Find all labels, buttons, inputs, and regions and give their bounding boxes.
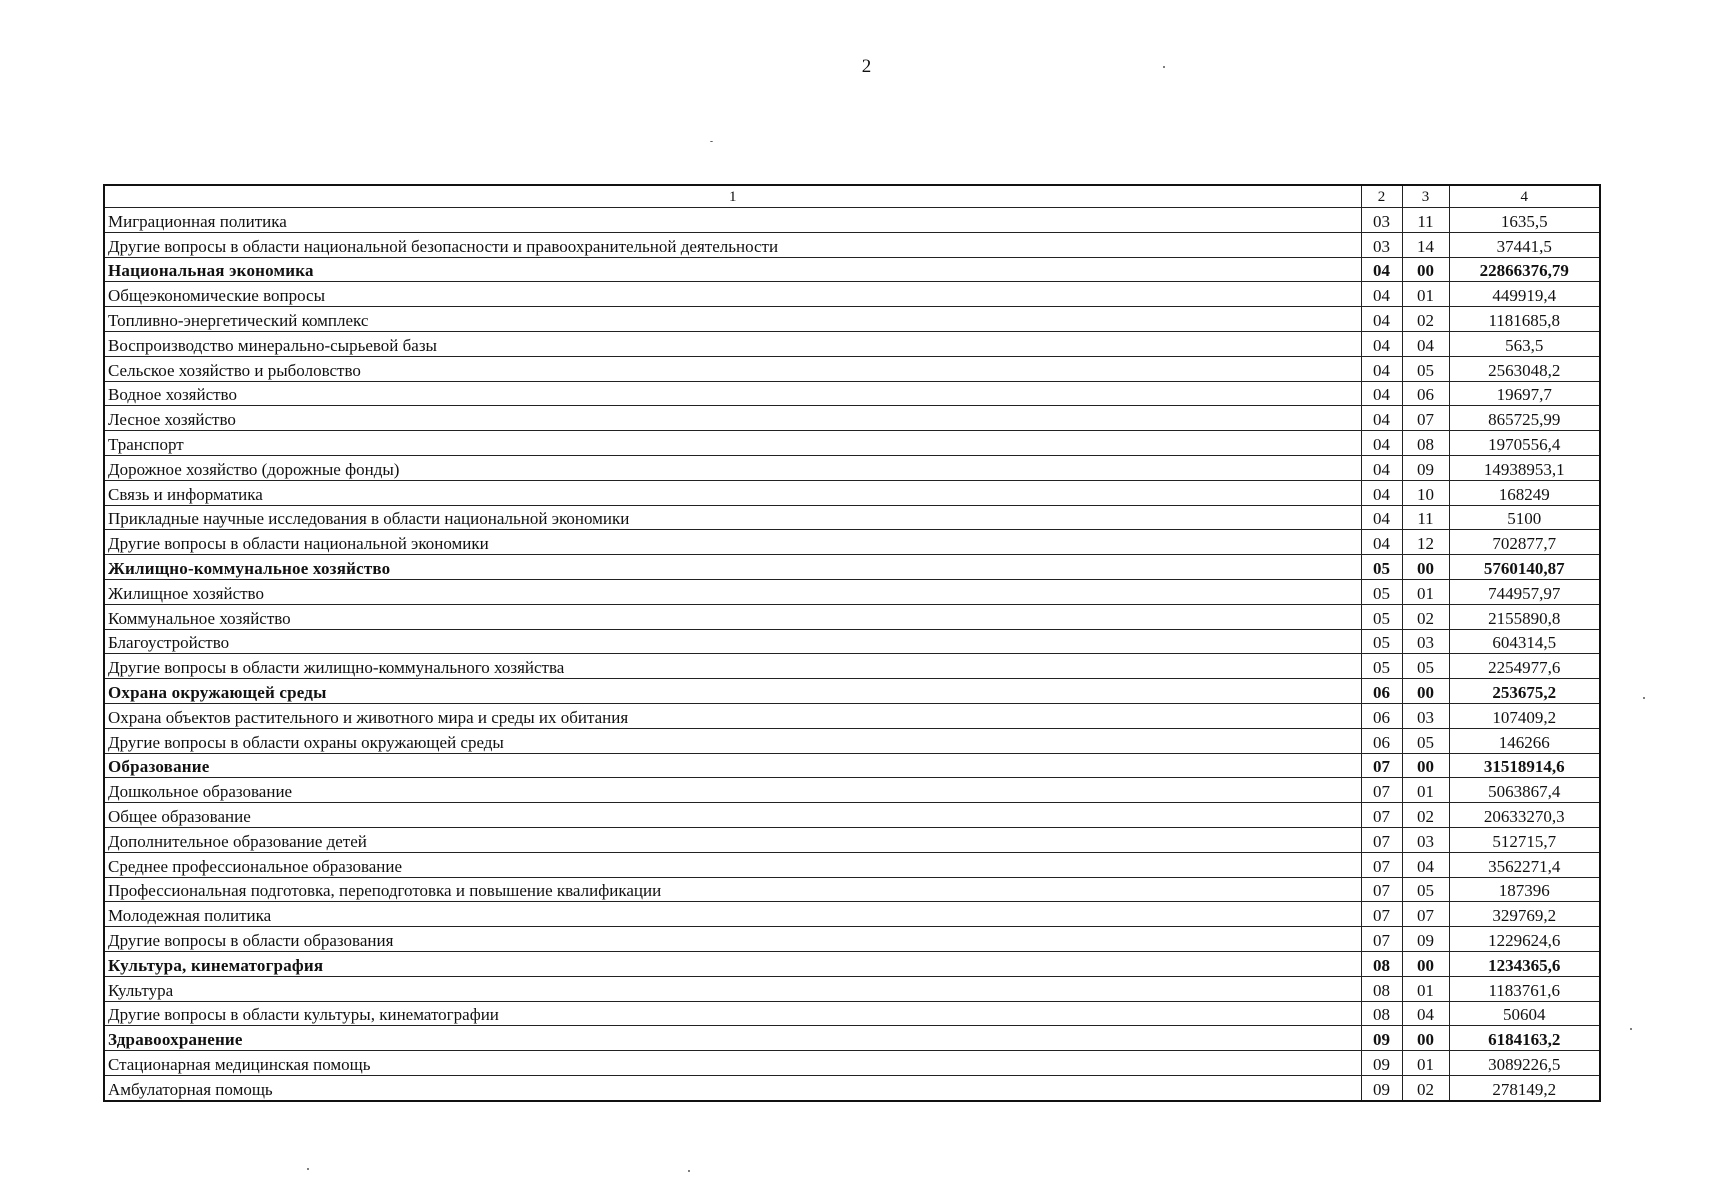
row-name-cell: Здравоохранение [104,1026,1361,1051]
row-section-cell: 07 [1361,778,1402,803]
row-amount-cell: 865725,99 [1449,406,1600,431]
row-subsection-cell: 04 [1402,331,1449,356]
row-section-cell: 04 [1361,257,1402,282]
budget-table [103,184,1601,1102]
table-row [104,455,1600,480]
row-subsection-cell: 02 [1402,803,1449,828]
row-section-cell: 03 [1361,232,1402,257]
table-row [104,1075,1600,1100]
row-amount-cell: 744957,97 [1449,579,1600,604]
row-amount-cell: 2563048,2 [1449,356,1600,381]
row-name-cell: Транспорт [104,431,1361,456]
header-cell-subsection: 3 [1402,185,1449,208]
row-name-cell: Дополнительное образование детей [104,827,1361,852]
row-amount-cell: 1181685,8 [1449,307,1600,332]
row-name-cell: Воспроизводство минерально-сырьевой базы [104,331,1361,356]
row-subsection-cell: 12 [1402,530,1449,555]
header-cell-name: 1 [104,185,1361,208]
row-subsection-cell: 14 [1402,232,1449,257]
row-amount-cell: 329769,2 [1449,902,1600,927]
row-section-cell: 05 [1361,629,1402,654]
scan-speck [1630,1028,1632,1030]
row-subsection-cell: 11 [1402,208,1449,233]
row-name-cell: Профессиональная подготовка, переподготовка и повышение квалификации [104,877,1361,902]
row-subsection-cell: 02 [1402,604,1449,629]
row-subsection-cell: 02 [1402,307,1449,332]
row-subsection-cell: 01 [1402,282,1449,307]
row-subsection-cell: 08 [1402,431,1449,456]
row-name-cell: Общеэкономические вопросы [104,282,1361,307]
row-name-cell: Стационарная медицинская помощь [104,1051,1361,1076]
row-section-cell: 07 [1361,877,1402,902]
row-subsection-cell: 05 [1402,356,1449,381]
row-section-cell: 08 [1361,951,1402,976]
row-name-cell: Благоустройство [104,629,1361,654]
table-row [104,728,1600,753]
row-section-cell: 05 [1361,604,1402,629]
row-name-cell: Водное хозяйство [104,381,1361,406]
row-amount-cell: 5100 [1449,505,1600,530]
row-amount-cell: 1635,5 [1449,208,1600,233]
table-row [104,555,1600,580]
scan-speck [710,141,713,142]
row-amount-cell: 107409,2 [1449,703,1600,728]
row-subsection-cell: 07 [1402,902,1449,927]
table-row [104,877,1600,902]
scan-speck [688,1170,690,1172]
row-section-cell: 04 [1361,406,1402,431]
row-section-cell: 08 [1361,976,1402,1001]
row-name-cell: Национальная экономика [104,257,1361,282]
row-section-cell: 05 [1361,555,1402,580]
row-amount-cell: 3089226,5 [1449,1051,1600,1076]
table-row [104,753,1600,778]
row-name-cell: Другие вопросы в области охраны окружающей среды [104,728,1361,753]
table-row [104,803,1600,828]
row-amount-cell: 1229624,6 [1449,927,1600,952]
table-row [104,629,1600,654]
row-subsection-cell: 02 [1402,1075,1449,1100]
row-section-cell: 03 [1361,208,1402,233]
table-row [104,951,1600,976]
row-subsection-cell: 00 [1402,257,1449,282]
table-row [104,208,1600,233]
row-name-cell: Коммунальное хозяйство [104,604,1361,629]
row-subsection-cell: 11 [1402,505,1449,530]
row-section-cell: 09 [1361,1026,1402,1051]
row-amount-cell: 253675,2 [1449,679,1600,704]
row-section-cell: 07 [1361,803,1402,828]
row-name-cell: Жилищное хозяйство [104,579,1361,604]
row-section-cell: 04 [1361,530,1402,555]
row-name-cell: Образование [104,753,1361,778]
row-section-cell: 04 [1361,480,1402,505]
row-name-cell: Связь и информатика [104,480,1361,505]
row-name-cell: Молодежная политика [104,902,1361,927]
row-name-cell: Общее образование [104,803,1361,828]
row-amount-cell: 604314,5 [1449,629,1600,654]
row-amount-cell: 563,5 [1449,331,1600,356]
table-row [104,902,1600,927]
row-name-cell: Дорожное хозяйство (дорожные фонды) [104,455,1361,480]
table-row [104,257,1600,282]
table-row [104,1051,1600,1076]
table-row [104,852,1600,877]
row-section-cell: 08 [1361,1001,1402,1026]
row-amount-cell: 19697,7 [1449,381,1600,406]
row-amount-cell: 187396 [1449,877,1600,902]
row-amount-cell: 168249 [1449,480,1600,505]
table-row [104,530,1600,555]
row-section-cell: 06 [1361,703,1402,728]
row-subsection-cell: 05 [1402,654,1449,679]
scan-speck [1163,66,1165,68]
row-amount-cell: 50604 [1449,1001,1600,1026]
row-name-cell: Сельское хозяйство и рыболовство [104,356,1361,381]
table-row [104,679,1600,704]
row-name-cell: Среднее профессиональное образование [104,852,1361,877]
row-section-cell: 04 [1361,282,1402,307]
row-amount-cell: 14938953,1 [1449,455,1600,480]
row-subsection-cell: 03 [1402,827,1449,852]
table-row [104,431,1600,456]
row-amount-cell: 1183761,6 [1449,976,1600,1001]
table-row [104,356,1600,381]
row-amount-cell: 2254977,6 [1449,654,1600,679]
row-section-cell: 07 [1361,852,1402,877]
table-body [104,185,1600,1101]
table-row [104,1026,1600,1051]
row-amount-cell: 3562271,4 [1449,852,1600,877]
row-amount-cell: 2155890,8 [1449,604,1600,629]
row-subsection-cell: 03 [1402,703,1449,728]
row-name-cell: Топливно-энергетический комплекс [104,307,1361,332]
row-subsection-cell: 04 [1402,1001,1449,1026]
row-section-cell: 09 [1361,1075,1402,1100]
row-name-cell: Жилищно-коммунальное хозяйство [104,555,1361,580]
row-subsection-cell: 00 [1402,1026,1449,1051]
row-subsection-cell: 07 [1402,406,1449,431]
table-row [104,976,1600,1001]
row-name-cell: Охрана окружающей среды [104,679,1361,704]
table-row [104,778,1600,803]
row-amount-cell: 6184163,2 [1449,1026,1600,1051]
row-subsection-cell: 01 [1402,778,1449,803]
row-subsection-cell: 09 [1402,927,1449,952]
row-subsection-cell: 00 [1402,951,1449,976]
row-amount-cell: 5760140,87 [1449,555,1600,580]
row-section-cell: 07 [1361,827,1402,852]
row-section-cell: 04 [1361,307,1402,332]
row-section-cell: 04 [1361,331,1402,356]
page-number: 2 [861,56,872,77]
scan-speck [1643,697,1645,699]
table-row [104,927,1600,952]
table-row [104,505,1600,530]
row-name-cell: Другие вопросы в области образования [104,927,1361,952]
row-amount-cell: 146266 [1449,728,1600,753]
row-subsection-cell: 03 [1402,629,1449,654]
table-row [104,1001,1600,1026]
row-section-cell: 05 [1361,654,1402,679]
row-section-cell: 07 [1361,753,1402,778]
row-amount-cell: 37441,5 [1449,232,1600,257]
row-subsection-cell: 06 [1402,381,1449,406]
row-subsection-cell: 00 [1402,555,1449,580]
row-subsection-cell: 01 [1402,579,1449,604]
row-section-cell: 06 [1361,728,1402,753]
table-row [104,331,1600,356]
table-row [104,480,1600,505]
table-row [104,282,1600,307]
row-section-cell: 06 [1361,679,1402,704]
row-name-cell: Культура [104,976,1361,1001]
row-subsection-cell: 05 [1402,877,1449,902]
row-amount-cell: 22866376,79 [1449,257,1600,282]
row-name-cell: Охрана объектов растительного и животного мира и среды их обитания [104,703,1361,728]
row-section-cell: 04 [1361,381,1402,406]
row-name-cell: Культура, кинематография [104,951,1361,976]
row-amount-cell: 5063867,4 [1449,778,1600,803]
table-row [104,232,1600,257]
row-section-cell: 04 [1361,356,1402,381]
row-subsection-cell: 10 [1402,480,1449,505]
row-subsection-cell: 04 [1402,852,1449,877]
row-name-cell: Дошкольное образование [104,778,1361,803]
header-cell-section: 2 [1361,185,1402,208]
header-cell-amount: 4 [1449,185,1600,208]
row-section-cell: 04 [1361,455,1402,480]
row-section-cell: 04 [1361,505,1402,530]
table-header-row [104,185,1600,208]
row-amount-cell: 1970556,4 [1449,431,1600,456]
row-amount-cell: 20633270,3 [1449,803,1600,828]
row-name-cell: Прикладные научные исследования в области национальной экономики [104,505,1361,530]
row-section-cell: 05 [1361,579,1402,604]
row-amount-cell: 278149,2 [1449,1075,1600,1100]
table-row [104,381,1600,406]
row-subsection-cell: 01 [1402,1051,1449,1076]
row-amount-cell: 1234365,6 [1449,951,1600,976]
row-name-cell: Другие вопросы в области национальной экономики [104,530,1361,555]
table-row [104,827,1600,852]
table-row [104,703,1600,728]
row-name-cell: Другие вопросы в области жилищно-коммунального хозяйства [104,654,1361,679]
row-amount-cell: 702877,7 [1449,530,1600,555]
row-subsection-cell: 05 [1402,728,1449,753]
row-section-cell: 07 [1361,927,1402,952]
row-name-cell: Другие вопросы в области национальной безопасности и правоохранительной деятельности [104,232,1361,257]
scan-speck [307,1168,309,1170]
row-section-cell: 07 [1361,902,1402,927]
row-amount-cell: 31518914,6 [1449,753,1600,778]
row-name-cell: Лесное хозяйство [104,406,1361,431]
table-row [104,406,1600,431]
row-subsection-cell: 00 [1402,753,1449,778]
row-section-cell: 04 [1361,431,1402,456]
table-row [104,604,1600,629]
row-amount-cell: 449919,4 [1449,282,1600,307]
row-subsection-cell: 09 [1402,455,1449,480]
row-name-cell: Миграционная политика [104,208,1361,233]
table-row [104,654,1600,679]
table-row [104,579,1600,604]
row-amount-cell: 512715,7 [1449,827,1600,852]
row-name-cell: Амбулаторная помощь [104,1075,1361,1100]
row-name-cell: Другие вопросы в области культуры, кинематографии [104,1001,1361,1026]
row-section-cell: 09 [1361,1051,1402,1076]
table-row [104,307,1600,332]
row-subsection-cell: 00 [1402,679,1449,704]
row-subsection-cell: 01 [1402,976,1449,1001]
